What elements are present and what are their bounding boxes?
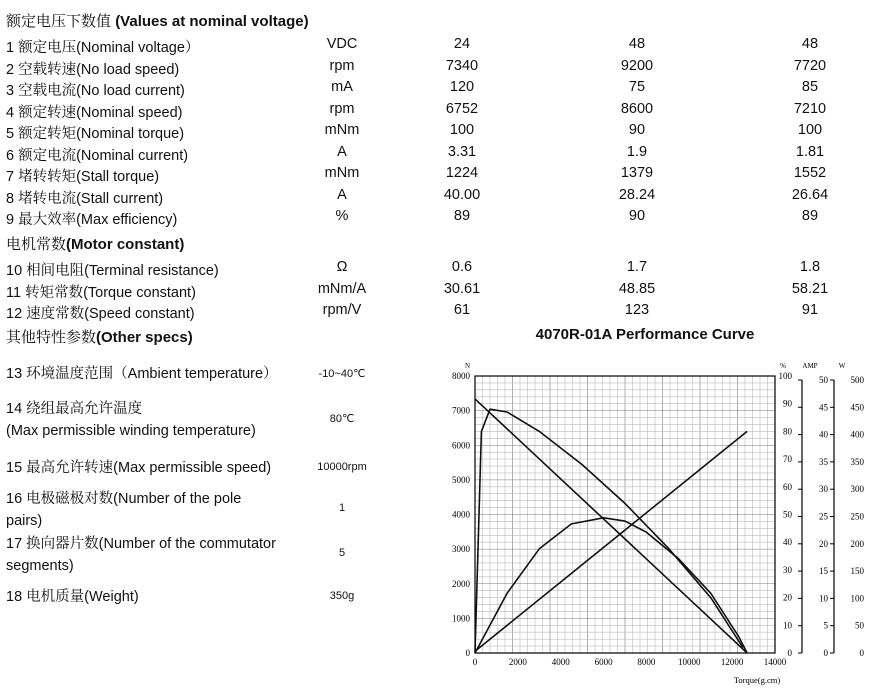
w-tick-label: 500 bbox=[850, 375, 864, 385]
row-unit: mA bbox=[331, 79, 353, 95]
chart-title: 4070R-01A Performance Curve bbox=[535, 326, 755, 343]
spec-row bbox=[0, 101, 892, 123]
row-value-model-2: 90 bbox=[628, 122, 646, 138]
spec-row bbox=[0, 187, 892, 209]
series-line-n bbox=[475, 399, 747, 653]
pct-axis-label: % bbox=[780, 362, 786, 370]
row-value-model-2: 75 bbox=[628, 79, 646, 95]
pct-tick-label: 100 bbox=[778, 371, 792, 381]
x-tick-label: 14000 bbox=[763, 657, 787, 667]
n-tick-label: 5000 bbox=[452, 474, 470, 485]
w-tick-label: 250 bbox=[850, 511, 864, 522]
row-value-model-2: 8600 bbox=[620, 100, 654, 117]
row-label: 6 额定电流(Nominal current) bbox=[6, 147, 189, 164]
row-value-model-1: 120 bbox=[449, 79, 475, 95]
spec-value: 350g bbox=[329, 590, 355, 602]
pct-tick-label: 20 bbox=[783, 592, 792, 603]
spec-value: 1 bbox=[338, 502, 346, 514]
pct-tick-label: 30 bbox=[783, 564, 792, 575]
row-value-model-2: 48.85 bbox=[618, 280, 656, 297]
spec-value: 10000rpm bbox=[317, 461, 367, 473]
row-value-model-1: 61 bbox=[453, 302, 471, 318]
pct-tick-label: 0 bbox=[787, 648, 792, 658]
row-label: 5 额定转矩(Nominal torque) bbox=[6, 126, 185, 142]
row-unit: rpm/V bbox=[322, 302, 362, 318]
w-tick-label: 350 bbox=[850, 456, 864, 467]
spec-value: 5 bbox=[338, 547, 346, 559]
row-unit: A bbox=[337, 143, 347, 160]
row-value-model-3: 91 bbox=[801, 302, 819, 318]
spec-row bbox=[0, 208, 892, 230]
amp-tick-label: 25 bbox=[819, 511, 828, 522]
row-value-model-2: 9200 bbox=[620, 57, 654, 74]
amp-tick-label: 20 bbox=[819, 538, 828, 549]
row-label: 9 最大效率(Max efficiency) bbox=[6, 212, 178, 228]
w-tick-label: 50 bbox=[855, 620, 864, 631]
row-label: 8 堵转电流(Stall current) bbox=[6, 190, 164, 207]
spec-row bbox=[0, 36, 892, 58]
row-label: 3 空载电流(No load current) bbox=[6, 83, 185, 99]
spec-value: -10~40℃ bbox=[318, 368, 366, 380]
series-line-pct bbox=[475, 409, 743, 653]
section-title-other: 其他特性参数(Other specs) bbox=[6, 329, 193, 346]
row-value-model-3: 7210 bbox=[793, 100, 827, 117]
amp-tick-label: 50 bbox=[819, 375, 828, 385]
n-tick-label: 3000 bbox=[452, 544, 470, 555]
amp-tick-label: 35 bbox=[819, 456, 828, 467]
row-unit: mNm bbox=[324, 165, 360, 181]
spec-label: 16 电极磁极对数(Number of the pole bbox=[6, 491, 242, 507]
row-unit: mNm/A bbox=[317, 280, 367, 297]
row-value-model-2: 48 bbox=[628, 36, 646, 52]
amp-axis-label: AMP bbox=[802, 362, 818, 370]
amp-tick-label: 40 bbox=[819, 429, 828, 440]
w-tick-label: 300 bbox=[850, 484, 864, 495]
performance-curve-chart bbox=[440, 358, 892, 693]
row-value-model-1: 6752 bbox=[445, 100, 479, 117]
spec-row bbox=[0, 144, 892, 166]
spec-label-continued: segments) bbox=[6, 558, 74, 574]
w-tick-label: 150 bbox=[850, 566, 864, 577]
row-value-model-3: 26.64 bbox=[791, 186, 829, 203]
x-tick-label: 0 bbox=[472, 657, 478, 667]
spec-label: 15 最高允许转速(Max permissible speed) bbox=[6, 460, 272, 476]
pct-tick-label: 70 bbox=[783, 454, 792, 465]
x-tick-label: 12000 bbox=[720, 657, 744, 667]
row-unit: Ω bbox=[336, 259, 348, 275]
n-tick-label: 0 bbox=[465, 648, 470, 658]
row-value-model-2: 28.24 bbox=[618, 186, 656, 203]
row-value-model-1: 30.61 bbox=[443, 280, 481, 297]
row-value-model-1: 100 bbox=[449, 122, 475, 138]
row-label: 10 相间电阻(Terminal resistance) bbox=[6, 263, 219, 279]
row-value-model-1: 0.6 bbox=[451, 259, 473, 275]
spec-row bbox=[0, 281, 892, 303]
row-unit: A bbox=[337, 186, 347, 203]
row-value-model-3: 1.8 bbox=[799, 259, 821, 275]
x-axis-label: Torque(g.cm) bbox=[733, 675, 781, 685]
row-value-model-3: 100 bbox=[797, 122, 823, 138]
spec-row bbox=[0, 79, 892, 101]
row-value-model-3: 85 bbox=[801, 79, 819, 95]
spec-label-continued: pairs) bbox=[6, 513, 43, 529]
row-value-model-1: 7340 bbox=[445, 57, 479, 74]
x-tick-label: 6000 bbox=[594, 657, 613, 667]
n-tick-label: 2000 bbox=[452, 578, 470, 589]
w-tick-label: 450 bbox=[850, 402, 864, 413]
n-tick-label: 4000 bbox=[452, 509, 470, 520]
spec-label-continued: (Max permissible winding temperature) bbox=[6, 423, 256, 439]
pct-tick-label: 80 bbox=[783, 426, 792, 437]
w-tick-label: 100 bbox=[850, 593, 864, 604]
row-value-model-2: 1.9 bbox=[626, 143, 648, 160]
row-value-model-3: 48 bbox=[801, 36, 819, 52]
row-label: 11 转矩常数(Torque constant) bbox=[6, 284, 196, 301]
n-tick-label: 6000 bbox=[452, 440, 470, 451]
row-value-model-3: 89 bbox=[801, 208, 819, 224]
row-unit: rpm bbox=[329, 100, 355, 117]
row-value-model-3: 1552 bbox=[793, 165, 827, 181]
row-value-model-3: 1.81 bbox=[795, 143, 825, 160]
row-value-model-1: 1224 bbox=[445, 165, 479, 181]
row-value-model-1: 40.00 bbox=[443, 186, 481, 203]
row-value-model-2: 123 bbox=[624, 302, 650, 318]
row-value-model-2: 90 bbox=[628, 208, 646, 224]
pct-tick-label: 50 bbox=[783, 509, 792, 520]
spec-label: 13 环境温度范围（Ambient temperature） bbox=[6, 366, 278, 382]
amp-tick-label: 15 bbox=[819, 566, 828, 577]
pct-tick-label: 60 bbox=[783, 481, 792, 492]
series-line-w bbox=[475, 518, 747, 653]
amp-tick-label: 45 bbox=[819, 402, 828, 413]
spec-row bbox=[0, 122, 892, 144]
row-value-model-3: 7720 bbox=[793, 57, 827, 74]
row-label: 4 额定转速(Nominal speed) bbox=[6, 104, 183, 121]
spec-value: 80℃ bbox=[329, 413, 355, 425]
amp-tick-label: 5 bbox=[823, 620, 828, 631]
spec-label: 14 绕组最高允许温度 bbox=[6, 401, 143, 417]
spec-row bbox=[0, 58, 892, 80]
row-label: 2 空载转速(No load speed) bbox=[6, 61, 180, 78]
n-tick-label: 8000 bbox=[452, 371, 470, 381]
row-label: 12 速度常数(Speed constant) bbox=[6, 306, 195, 322]
row-unit: % bbox=[335, 208, 349, 224]
row-value-model-1: 3.31 bbox=[447, 143, 477, 160]
amp-tick-label: 30 bbox=[819, 484, 828, 495]
pct-tick-label: 40 bbox=[783, 537, 792, 548]
pct-tick-label: 10 bbox=[783, 620, 792, 631]
spec-row bbox=[0, 259, 892, 281]
row-unit: mNm bbox=[324, 122, 360, 138]
spec-row bbox=[0, 302, 892, 324]
row-value-model-3: 58.21 bbox=[791, 280, 829, 297]
row-label: 1 额定电压(Nominal voltage） bbox=[6, 40, 200, 56]
section-title-rated: 额定电压下数值 (Values at nominal voltage) bbox=[6, 13, 309, 30]
spec-row bbox=[0, 165, 892, 187]
row-value-model-2: 1.7 bbox=[626, 259, 648, 275]
row-value-model-1: 89 bbox=[453, 208, 471, 224]
w-tick-label: 400 bbox=[850, 429, 864, 440]
row-value-model-2: 1379 bbox=[620, 165, 654, 181]
section-title-motor: 电机常数(Motor constant) bbox=[6, 236, 185, 253]
pct-tick-label: 90 bbox=[783, 398, 792, 409]
amp-tick-label: 0 bbox=[823, 648, 828, 658]
n-tick-label: 1000 bbox=[452, 613, 470, 624]
spec-label: 17 换向器片数(Number of the commutator bbox=[6, 536, 276, 552]
w-tick-label: 200 bbox=[850, 538, 864, 549]
row-value-model-1: 24 bbox=[453, 36, 471, 52]
w-axis-label: W bbox=[838, 362, 846, 370]
n-axis-label: N bbox=[464, 362, 470, 370]
row-unit: rpm bbox=[329, 57, 355, 74]
n-tick-label: 7000 bbox=[452, 405, 470, 416]
spec-label: 18 电机质量(Weight) bbox=[6, 589, 139, 605]
x-tick-label: 10000 bbox=[678, 657, 701, 667]
x-tick-label: 4000 bbox=[551, 657, 570, 667]
x-tick-label: 8000 bbox=[637, 657, 656, 667]
row-unit: VDC bbox=[326, 36, 358, 52]
w-tick-label: 0 bbox=[859, 648, 864, 658]
x-tick-label: 2000 bbox=[508, 657, 527, 667]
amp-tick-label: 10 bbox=[819, 593, 828, 604]
row-label: 7 堵转转矩(Stall torque) bbox=[6, 169, 160, 185]
